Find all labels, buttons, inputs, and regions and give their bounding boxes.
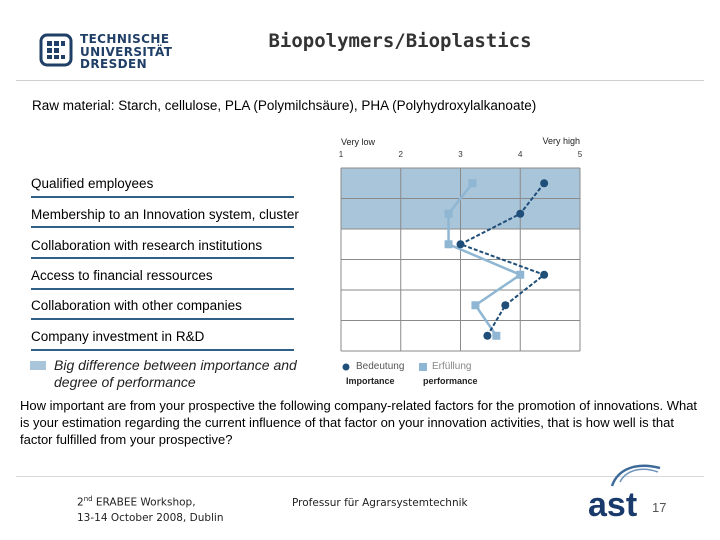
- scale-low-label: Very low: [341, 137, 376, 147]
- slide-title: Biopolymers/Bioplastics: [268, 30, 532, 52]
- ast-logo: [560, 460, 670, 530]
- legend-performance-label: performance: [423, 376, 478, 386]
- logo-line-1: TECHNISCHE: [80, 32, 170, 46]
- factor-label-innovation-system: Membership to an Innovation system, cluster: [31, 207, 299, 222]
- scale-high-label: Very high: [542, 136, 580, 146]
- workshop-info: [77, 492, 224, 526]
- point-performance: [471, 301, 479, 309]
- point-performance: [492, 332, 500, 340]
- point-importance: [501, 301, 509, 309]
- point-importance: [483, 332, 491, 340]
- legend-performance-name: Erfüllung: [432, 361, 472, 372]
- survey-question-text: How important are from your prospective the following company-related factors for the promotion of innovations. What is your estimation regarding the current influence of that factor on your innovation activities, that is how well is that factor fulfilled from your prospective?: [20, 398, 698, 447]
- workshop-ordinal: 2: [77, 496, 84, 509]
- x-tick-label: 3: [458, 150, 463, 159]
- workshop-ordinal-suffix: nd: [83, 495, 93, 503]
- x-tick-label: 1: [338, 150, 344, 159]
- logo-line-3: DRESDEN: [80, 57, 148, 71]
- highlight-legend-swatch: [30, 361, 46, 370]
- professur-label: Professur für Agrarsystemtechnik: [292, 497, 468, 509]
- point-performance: [516, 271, 524, 279]
- x-tick-label: 5: [577, 150, 583, 159]
- point-performance: [445, 210, 453, 218]
- factor-label-rd-investment: Company investment in R&D: [31, 329, 205, 344]
- logo-line-2: UNIVERSITÄT: [80, 44, 173, 59]
- factor-label-qualified-employees: Qualified employees: [31, 176, 154, 191]
- ast-logo-swoosh-icon: [612, 466, 660, 486]
- ast-logo-text: ast: [588, 486, 638, 524]
- workshop-date: 13-14 October 2008, Dublin: [77, 511, 224, 524]
- legend-importance-label: Importance: [346, 376, 395, 386]
- point-importance: [457, 240, 465, 248]
- highlight-legend-text: Big difference between importance and degree of performance: [54, 357, 297, 390]
- factor-label-financial-resources: Access to financial ressources: [31, 268, 213, 283]
- point-importance: [516, 210, 524, 218]
- raw-material-text: Raw material: Starch, cellulose, PLA (Polymilchsäure), PHA (Polyhydroxylalkanoate): [32, 98, 537, 113]
- factor-label-company-collaboration: Collaboration with other companies: [31, 298, 242, 313]
- point-performance: [445, 240, 453, 248]
- legend-importance-marker: [343, 364, 350, 371]
- x-tick-label: 2: [398, 150, 403, 159]
- legend-importance-name: Bedeutung: [356, 361, 405, 372]
- legend-performance-marker: [419, 363, 427, 371]
- x-tick-label: 4: [518, 150, 523, 159]
- page-number: 17: [652, 500, 667, 515]
- factor-label-research-collaboration: Collaboration with research institutions: [31, 238, 263, 253]
- point-importance: [540, 179, 548, 187]
- point-performance: [468, 179, 476, 187]
- point-importance: [540, 271, 548, 279]
- workshop-name: ERABEE Workshop,: [95, 496, 196, 509]
